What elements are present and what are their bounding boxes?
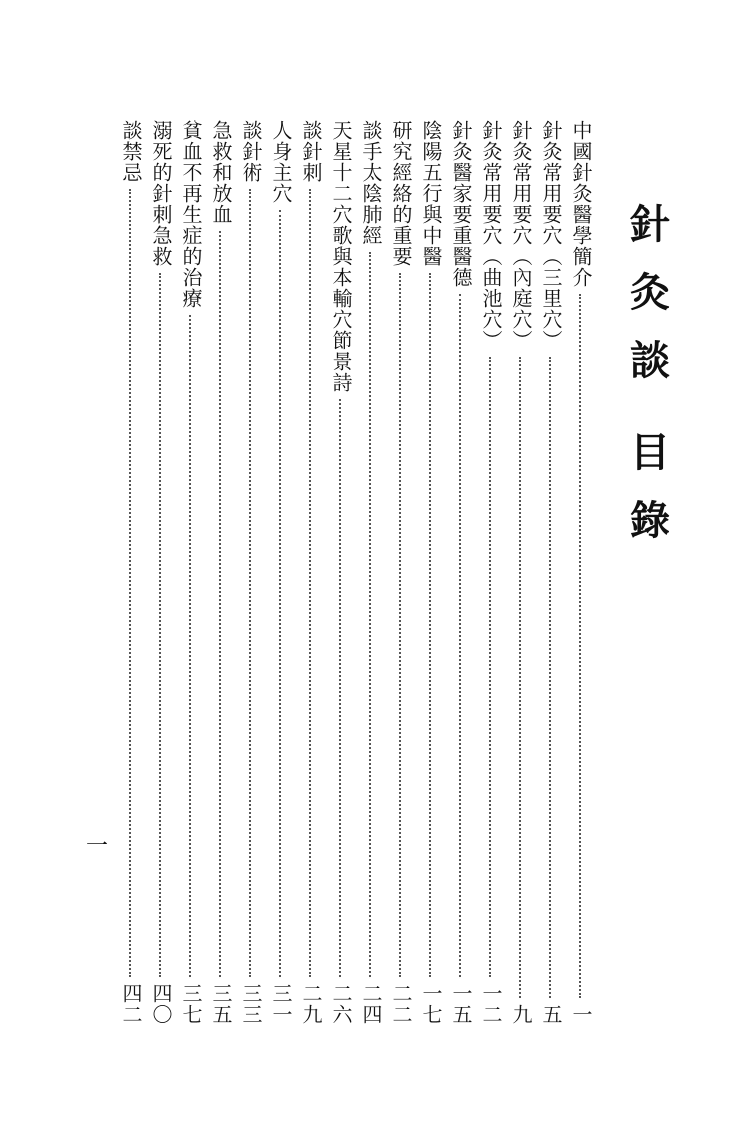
toc-entry[interactable] xyxy=(176,120,206,1025)
entry-title: 談針術 xyxy=(239,120,263,183)
entry-page-number: 三三 xyxy=(239,983,263,1025)
toc-entry[interactable] xyxy=(416,120,446,1025)
entry-title: 談針刺 xyxy=(299,120,323,183)
dot-leader xyxy=(339,399,341,977)
entry-title: 針灸常用要穴（內庭穴） xyxy=(509,120,533,351)
dot-leader xyxy=(249,189,251,977)
toc-entry[interactable] xyxy=(446,120,476,1025)
entry-title: 天星十二穴歌與本輸穴節景詩 xyxy=(329,120,353,393)
dot-leader xyxy=(279,210,281,977)
toc-entry[interactable] xyxy=(326,120,356,1025)
dot-leader xyxy=(219,231,221,977)
entry-title: 針灸醫家要重醫德 xyxy=(449,120,473,288)
title-char: 目 xyxy=(630,429,670,476)
entry-page-number: 一七 xyxy=(419,983,443,1025)
entry-title: 貧血不再生症的治療 xyxy=(179,120,203,309)
entry-page-number: 五 xyxy=(539,1004,563,1025)
dot-leader xyxy=(129,189,131,977)
entry-page-number: 三一 xyxy=(269,983,293,1025)
toc-entry[interactable] xyxy=(266,120,296,1025)
toc-entry[interactable] xyxy=(206,120,236,1025)
toc-entry[interactable] xyxy=(566,120,596,1025)
entry-page-number: 三五 xyxy=(209,983,233,1025)
entry-title: 急救和放血 xyxy=(209,120,233,225)
dot-leader xyxy=(309,189,311,977)
entry-page-number: 三七 xyxy=(179,983,203,1025)
entry-page-number: 四〇 xyxy=(149,983,173,1025)
dot-leader xyxy=(189,315,191,977)
toc-entry[interactable] xyxy=(506,120,536,1025)
entry-page-number: 一二 xyxy=(479,983,503,1025)
entry-page-number: 二九 xyxy=(299,983,323,1025)
entry-title: 談手太陰肺經 xyxy=(359,120,383,246)
dot-leader xyxy=(429,273,431,977)
entry-title: 針灸常用要穴（曲池穴） xyxy=(479,120,503,351)
entry-title: 中國針灸醫學簡介 xyxy=(569,120,593,288)
toc-entry[interactable] xyxy=(386,120,416,1025)
toc-entry[interactable] xyxy=(536,120,566,1025)
entry-page-number: 一五 xyxy=(449,983,473,1025)
title-char: 談 xyxy=(630,337,670,384)
toc-entry[interactable] xyxy=(296,120,326,1025)
title-char: 針 xyxy=(630,201,670,248)
dot-leader xyxy=(549,357,551,998)
dot-leader xyxy=(399,273,401,977)
dot-leader xyxy=(519,357,521,998)
entry-title: 研究經絡的重要 xyxy=(389,120,413,267)
entry-page-number: 二二 xyxy=(389,983,413,1025)
dot-leader xyxy=(489,357,491,977)
entry-title: 溺死的針刺急救 xyxy=(149,120,173,267)
entry-page-number: 四二 xyxy=(119,983,143,1025)
entry-title: 談禁忌 xyxy=(119,120,143,183)
entry-page-number: 一 xyxy=(569,1004,593,1025)
entry-page-number: 二四 xyxy=(359,983,383,1025)
dot-leader xyxy=(159,273,161,977)
title-char: 灸 xyxy=(630,269,670,316)
dot-leader xyxy=(369,252,371,977)
dot-leader xyxy=(579,294,581,998)
entry-title: 針灸常用要穴（三里穴） xyxy=(539,120,563,351)
dot-leader xyxy=(459,294,461,977)
toc-entry[interactable] xyxy=(116,120,146,1025)
entry-page-number: 二六 xyxy=(329,983,353,1025)
toc-title xyxy=(620,201,680,569)
entry-title: 人身主穴 xyxy=(269,120,293,204)
page-folio: 一 xyxy=(86,834,109,859)
entry-page-number: 九 xyxy=(509,1004,533,1025)
entry-title: 陰陽五行與中醫 xyxy=(419,120,443,267)
title-char: 錄 xyxy=(630,497,670,544)
toc-entry[interactable] xyxy=(356,120,386,1025)
toc-entry[interactable] xyxy=(146,120,176,1025)
toc-entry[interactable] xyxy=(476,120,506,1025)
toc-entry[interactable] xyxy=(236,120,266,1025)
